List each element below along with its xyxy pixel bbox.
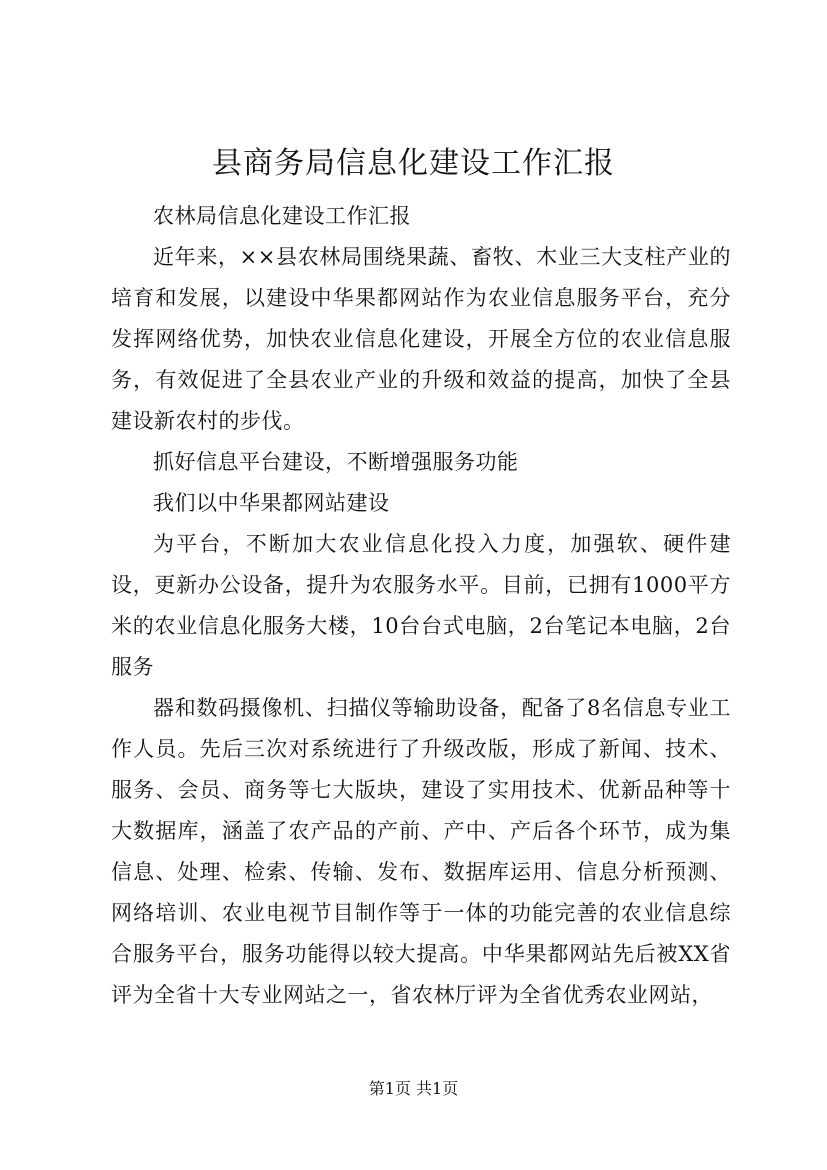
page-footer: 第1页 共1页 <box>368 1079 459 1098</box>
document-title: 县商务局信息化建设工作汇报 <box>212 146 615 181</box>
paragraph-subtitle: 农林局信息化建设工作汇报 <box>153 204 411 228</box>
paragraph-intro: 近年来，××县农林局围绕果蔬、畜牧、木业三大支柱产业的培育和发展，以建设中华果都网站作为农业信息服务平台，充分发挥网络优势，加快农业信息化建设，开展全方位的农业信息服务，有效促进了全县农业产业的升级和效益的提高，加快了全县建设新农村的步伐。 <box>111 245 731 433</box>
paragraph-platform-start: 我们以中华果都网站建设 <box>153 491 390 515</box>
document-body <box>111 196 731 1016</box>
paragraph-heading: 抓好信息平台建设，不断增强服务功能 <box>153 450 519 474</box>
paragraph-platform-investment: 为平台，不断加大农业信息化投入力度，加强软、硬件建设，更新办公设备，提升为农服务水平。目前，已拥有1000平方米的农业信息化服务大楼，10台台式电脑，2台笔记本电脑，2台服务 <box>111 532 731 679</box>
paragraph-platform-equipment: 器和数码摄像机、扫描仪等输助设备，配备了8名信息专业工作人员。先后三次对系统进行了升级改版，形成了新闻、技术、服务、会员、商务等七大版块，建设了实用技术、优新品种等十大数据库，涵盖了农产品的产前、产中、产后各个环节，成为集信息、处理、检索、传输、发布、数据库运用、信息分析预测、网络培训、农业电视节目制作等于一体的功能完善的农业信息综合服务平台，服务功能得以较大提高。中华果都网站先后被XX省评为全省十大专业网站之一，省农林厅评为全省优秀农业网站， <box>111 696 731 1007</box>
